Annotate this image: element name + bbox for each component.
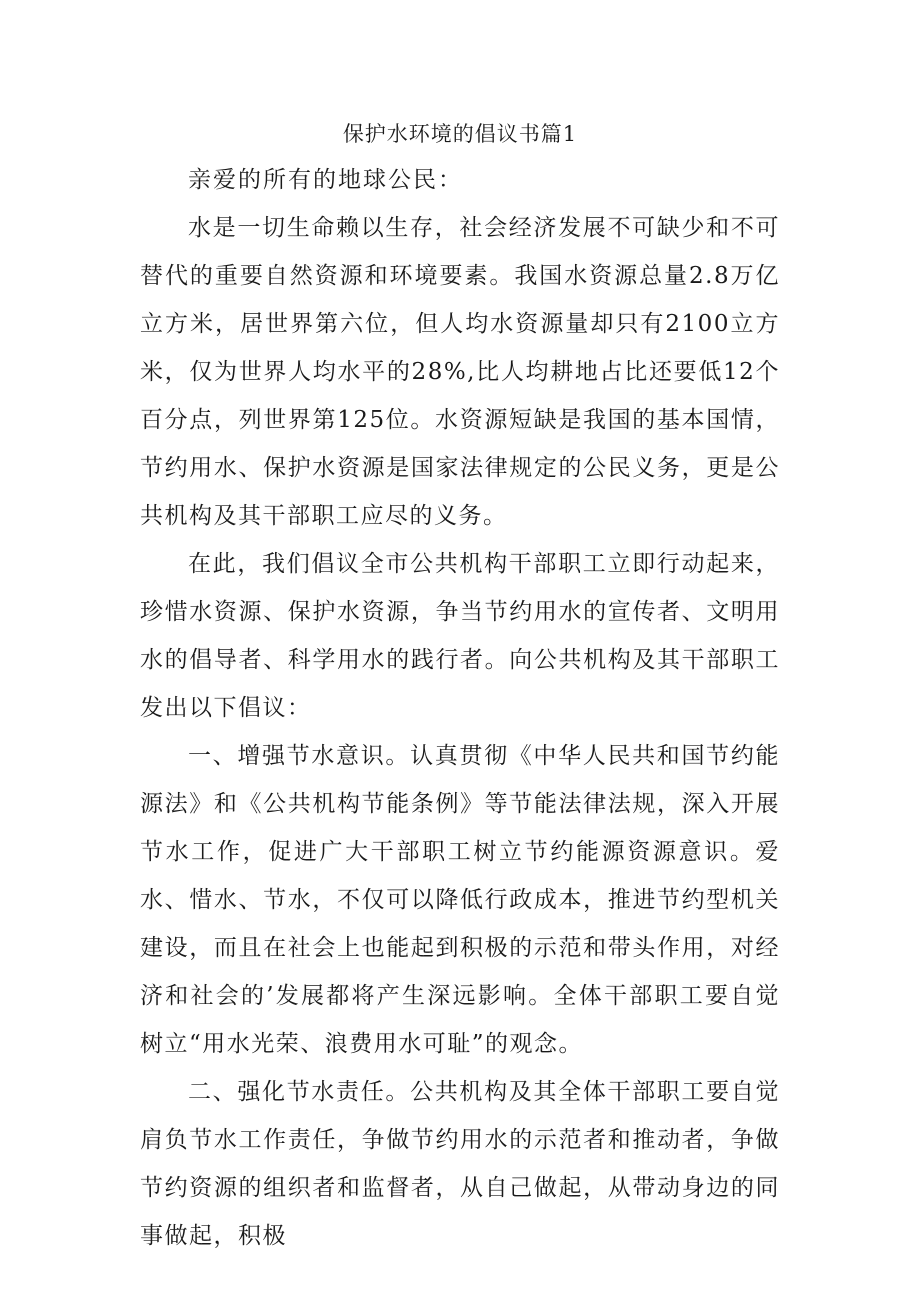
document-page — [140, 112, 780, 1260]
paragraph-point-two: 二、强化节水责任。公共机构及其全体干部职工要自觉肩负节水工作责任，争做节约用水的示范者和推动者，争做节约资源的组织者和监督者，从自己做起，从带动身边的同事做起，积极 — [140, 1079, 780, 1249]
document-title: 保护水环境的倡议书篇1 — [342, 122, 578, 146]
paragraph-initiative: 在此，我们倡议全市公共机构干部职工立即行动起来，珍惜水资源、保护水资源，争当节约用水的宣传者、文明用水的倡导者、科学用水的践行者。向公共机构及其干部职工发出以下倡议： — [140, 551, 780, 721]
paragraph-point-one: 一、增强节水意识。认真贯彻《中华人民共和国节约能源法》和《公共机构节能条例》等节能法律法规，深入开展节水工作，促进广大干部职工树立节约能源资源意识。爱水、惜水、节水，不仅可以降低行政成本，推进节约型机关建设，而且在社会上也能起到积极的示范和带头作用，对经济和社会的’发展都将产生深远影响。全体干部职工要自觉树立“用水光荣、浪费用水可耻”的观念。 — [140, 743, 780, 1057]
salutation: 亲爱的所有的地球公民： — [188, 167, 463, 193]
paragraph-water-resources: 水是一切生命赖以生存，社会经济发展不可缺少和不可替代的重要自然资源和环境要素。我国水资源总量2.8万亿立方米，居世界第六位，但人均水资源量却只有2100立方米，仅为世界人均水平的28%,比人均耕地占比还要低12个百分点，列世界第125位。水资源短缺是我国的基本国情，节约用水、保护水资源是国家法律规定的公民义务，更是公共机构及其干部职工应尽的义务。 — [140, 215, 780, 529]
